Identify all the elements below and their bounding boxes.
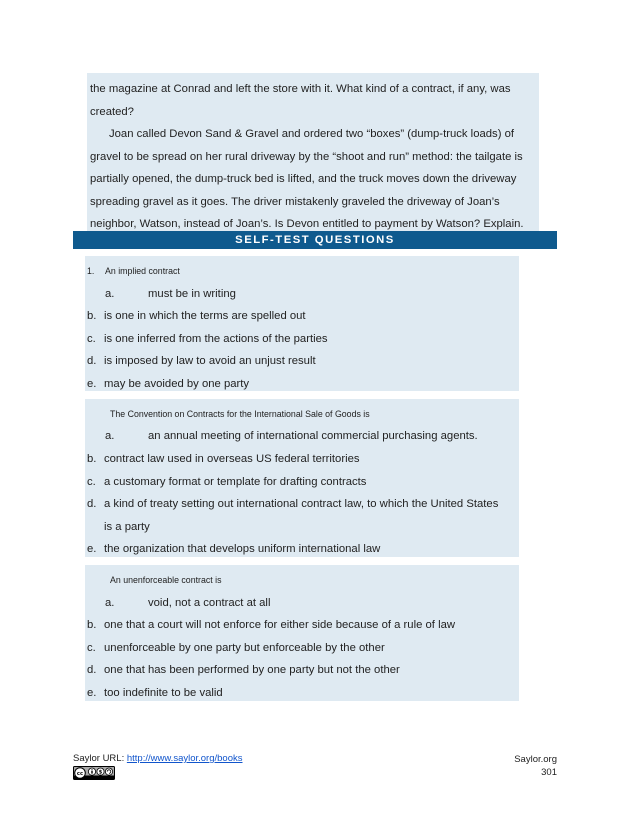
option-3a: a. void, not a contract at all — [105, 597, 271, 609]
option-1c: c. is one inferred from the actions of the parties — [87, 333, 328, 345]
option-1a: a. must be in writing — [105, 288, 236, 300]
option-2a: a. an annual meeting of international commercial purchasing agents. — [105, 430, 478, 442]
option-3e: e. too indefinite to be valid — [87, 687, 223, 699]
option-2e: e. the organization that develops uniform international law — [87, 543, 381, 555]
footer-site: Saylor.org — [514, 754, 557, 765]
question-1-box — [85, 256, 519, 391]
option-2c: c. a customary format or template for drafting contracts — [87, 476, 367, 488]
question-3-box — [85, 565, 519, 701]
saylor-books-link[interactable]: http://www.saylor.org/books — [126, 753, 243, 764]
question-2-stem: The Convention on Contracts for the International Sale of Goods is — [110, 409, 370, 419]
question-1-stem — [87, 266, 180, 276]
option-3d: d. one that has been performed by one party but not the other — [87, 664, 400, 676]
option-2d-continued: is a party — [104, 521, 150, 533]
creative-commons-icon — [73, 766, 115, 785]
option-2b: b. contract law used in overseas US federal territories — [87, 453, 360, 465]
footer-url-label: Saylor URL: — [73, 753, 127, 764]
svg-text:$: $ — [98, 769, 103, 776]
option-3c: c. unenforceable by one party but enforceable by the other — [87, 642, 385, 654]
question-3-stem: An unenforceable contract is — [110, 575, 222, 585]
option-2d: d. a kind of treaty setting out international contract law, to which the United States — [87, 498, 499, 510]
svg-text:cc: cc — [76, 771, 84, 777]
passage-paragraph-2: Joan called Devon Sand & Gravel and ordered two “boxes” (dump-truck loads) of gravel to be spread on her rural driveway by the “shoot and run” method: the tailgate is partially opened, the dump-truck bed is lifted, and the truck moves down the driveway spreading gravel as it goes. The driver mistakenly graveled the driveway of Joan’s neighbor, Watson, instead of Joan’s. Is Devon entitled to payment by Watson? Explain. — [90, 128, 524, 231]
footer-right — [480, 753, 557, 779]
option-1b: b. is one in which the terms are spelled out — [87, 310, 306, 322]
page-number: 301 — [541, 767, 557, 778]
question-number: 1. — [87, 266, 95, 276]
footer-url-line — [73, 753, 243, 764]
passage-paragraph-1: the magazine at Conrad and left the store with it. What kind of a contract, if any, was created? — [90, 83, 511, 118]
option-1d: d. is imposed by law to avoid an unjust result — [87, 355, 316, 367]
option-3b: b. one that a court will not enforce for either side because of a rule of law — [87, 619, 456, 631]
option-1e: e. may be avoided by one party — [87, 378, 250, 390]
section-title: SELF-TEST QUESTIONS — [73, 231, 557, 249]
question-stem-text: An implied contract — [105, 266, 180, 276]
